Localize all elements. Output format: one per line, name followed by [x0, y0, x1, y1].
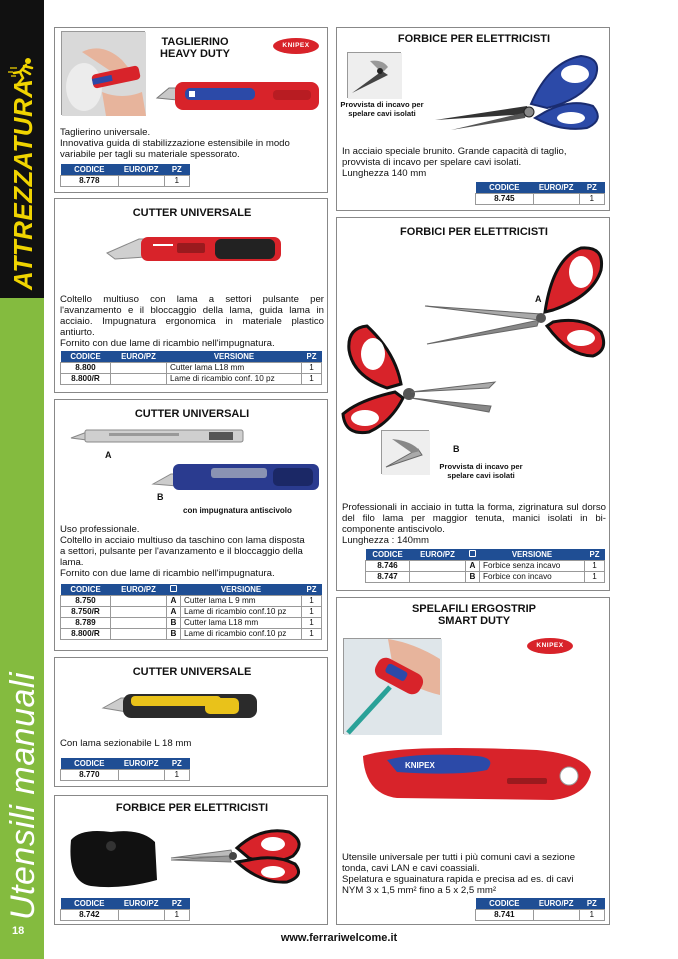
price-table: CODICE EURO/PZ PZ 8.770 1 [60, 758, 190, 781]
cutter-b-image [151, 460, 323, 494]
product-title: FORBICI PER ELETTRICISTI [400, 226, 548, 238]
table-row: 8.750/R A Lame di ricambio conf.10 pz 1 [61, 606, 322, 617]
detail-inset-image [347, 52, 401, 98]
section-label: Utensili manuali [4, 672, 42, 920]
table-row: 8.800 Cutter lama L18 mm 1 [61, 362, 322, 373]
price-table: CODICE EURO/PZ PZ 8.745 1 [475, 182, 605, 205]
product-card-forbici-8746-8747 [336, 217, 610, 591]
notch-note: Provvista di incavo per spelare cavi isolati [340, 100, 424, 118]
table-row: 8.778 1 [61, 175, 190, 186]
knipex-logo: KNIPEX [527, 638, 573, 654]
product-description: In acciaio speciale brunito. Grande capacità di taglio, provvista di incavo per spelare cavi isolati. Lunghezza 140 mm [342, 146, 567, 179]
page-number: 18 [12, 925, 25, 937]
notch-note: Provvista di incavo per spelare cavi isolati [439, 462, 523, 480]
table-row: 8.789 B Cutter lama L18 mm 1 [61, 617, 322, 628]
cutter-a-image [69, 426, 245, 446]
product-title: FORBICE PER ELETTRICISTI [397, 33, 551, 45]
table-row: 8.746 A Forbice senza incavo 1 [366, 560, 605, 571]
price-table: CODICE EURO/PZ VERSIONE PZ 8.750 A Cutter lama L 9 mm 1 8.750/R A Lame di ricambio conf.10 pz 1 8.789 B Cutter lama L18 mm 1 8.800/R B Lame di ricambio conf.10 pz 1 [60, 584, 322, 640]
table-row: 8.800/R Lame di ricambio conf. 10 pz 1 [61, 373, 322, 384]
scissors-blue-image [431, 48, 607, 138]
product-card-forbice-8742 [54, 795, 328, 925]
product-description: Coltello multiuso con lama a settori pulsante per l'avanzamento e il bloccaggio della lama, guida lama in acciaio. Impugnatura ergonomica in materiale plastico antiurto. Fornito con due lame di ricambio nell'impugnatura. [60, 294, 324, 349]
product-title: CUTTER UNIVERSALE [132, 666, 252, 678]
table-row: 8.747 B Forbice con incavo 1 [366, 571, 605, 582]
product-description: Taglierino universale. Innovativa guida di stabilizzazione estensibile in modo variabile per tagli su materiale spessorato. [60, 127, 290, 160]
product-card-spelafili-ergostrip [336, 597, 610, 925]
variant-label-b: B [453, 444, 460, 454]
cutter-knife-yellow-image [101, 686, 261, 726]
scissors-with-holster-image [61, 820, 323, 892]
price-table: CODICE EURO/PZ VERSIONE PZ 8.746 A Forbice senza incavo 1 8.747 B Forbice con incavo 1 [365, 549, 605, 583]
product-title: TAGLIERINO HEAVY DUTY [160, 36, 230, 60]
product-title: CUTTER UNIVERSALI [134, 408, 250, 420]
variant-b-note: con impugnatura antiscivolo [183, 506, 292, 515]
type-checkbox-icon [466, 549, 480, 560]
svg-text:KNIPEX: KNIPEX [405, 761, 435, 770]
table-row: 8.770 1 [61, 769, 190, 780]
product-title: FORBICE PER ELETTRICISTI [115, 802, 269, 814]
product-title: SPELAFILI ERGOSTRIP SMART DUTY [411, 603, 537, 627]
price-table: CODICE EURO/PZ PZ 8.741 1 [475, 898, 605, 921]
cutter-knife-image [105, 229, 285, 273]
product-description: Utensile universale per tutti i più comuni cavi a sezione tonda, cavi LAN e cavi coassiali. Spelatura e sguainatura rapida e precisa ad es. di cavi NYM 3 x 1,5 mm² fino a 5 x 2,5 mm² [342, 852, 576, 896]
price-table [60, 164, 190, 187]
variant-label-b: B [157, 492, 164, 502]
table-row: 8.741 1 [476, 909, 605, 920]
table-row: 8.742 1 [61, 909, 190, 920]
knipex-logo: KNIPEX [273, 38, 319, 54]
product-card-taglierino [54, 27, 328, 193]
col-euro-pz: EURO/PZ [118, 164, 164, 175]
type-checkbox-icon [167, 584, 181, 595]
product-description: Uso professionale. Coltello in acciaio multiuso da taschino con lama disposta a settori, pulsante per l'avanzamento e il bloccaggio della lama. Fornito con due lame di ricambio nell'impugnatura. [60, 524, 305, 579]
product-card-cutter-universali [54, 399, 328, 651]
table-row: 8.750 A Cutter lama L 9 mm 1 [61, 595, 322, 606]
table-row: 8.800/R B Lame di ricambio conf.10 pz 1 [61, 628, 322, 639]
product-title: CUTTER UNIVERSALE [132, 207, 252, 219]
wire-stripper-image [357, 742, 597, 808]
category-label: ATTREZZATURA [8, 78, 38, 290]
product-card-cutter-universale [54, 198, 328, 393]
product-photo-in-use [343, 638, 441, 734]
table-row: 8.745 1 [476, 193, 605, 204]
col-pz: PZ [164, 164, 189, 175]
variant-label-a: A [105, 450, 112, 460]
footer-url[interactable]: www.ferrariwelcome.it [280, 932, 398, 944]
product-card-forbice-8745 [336, 27, 610, 211]
scissors-b-image [339, 322, 499, 442]
product-photo-hand [61, 31, 145, 115]
product-description: Professionali in acciaio in tutta la forma, zigrinatura sul dorso del filo lama per maggior tenuta, manici isolati in bi-componente antiscivolo. Lunghezza : 140mm [342, 502, 606, 546]
variant-label-a: A [535, 294, 542, 304]
price-table: CODICE EURO/PZ VERSIONE PZ 8.800 Cutter lama L18 mm 1 8.800/R Lame di ricambio conf. 10 pz 1 [60, 351, 322, 385]
product-description: Con lama sezionabile L 18 mm [60, 738, 192, 749]
utility-knife-heavy-duty-image [155, 70, 323, 120]
price-table: CODICE EURO/PZ PZ 8.742 1 [60, 898, 190, 921]
detail-inset-image [381, 430, 429, 474]
col-codice: CODICE [61, 164, 119, 175]
product-card-cutter-sezionabile [54, 657, 328, 787]
